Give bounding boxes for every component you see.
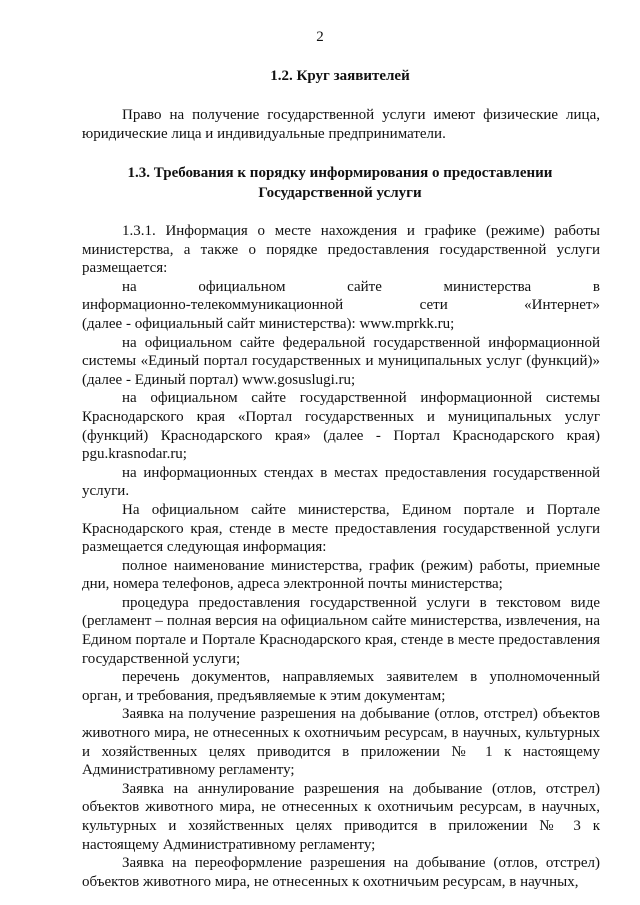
official-site-w2: официальном (198, 278, 286, 295)
appendix-1-paragraph: Заявка на получение разрешения на добывание (отлов, отстрел) объектов животного мира, не отнесенных к охотничьим ресурсам, в научных, культурных и хозяйственных целях приводится в приложении № 1 к настоящему Административному регламенту; (82, 706, 600, 779)
section-1-3-body (82, 222, 600, 891)
official-site-w5: в (592, 278, 600, 295)
page-number: 2 (316, 29, 324, 45)
official-site-l2a: информационно-телекоммуникационной (82, 297, 344, 314)
section-1-3-title (80, 163, 600, 203)
section-1-3-title-line2: Государственной услуги (258, 185, 422, 201)
official-site-w4: министерства (443, 278, 532, 295)
reissue-paragraph: Заявка на переоформление разрешения на добывание (отлов, отстрел) объектов животного мира, не отнесенных к охотничьим ресурсам, в научных, (82, 855, 600, 890)
stands-paragraph: на информационных стендах в местах предоставления государственной услуги. (82, 464, 600, 500)
info-intro-paragraph: 1.3.1. Информация о месте нахождения и графике (режиме) работы министерства, а также о порядке предоставления государственной услуги размещается: (82, 223, 600, 277)
official-site-l2b: сети (419, 297, 448, 314)
section-1-2-title: 1.2. Круг заявителей (270, 68, 410, 84)
info-name-paragraph: полное наименование министерства, график (режим) работы, приемные дни, номера телефонов, адреса электронной почты министерства; (82, 557, 600, 593)
regional-portal-paragraph: на официальном сайте государственной информационной системы Краснодарского края «Портал государственных и муниципальных услуг (функций) Краснодарского края» (далее - Портал Краснодарского края) pgu.krasnodar.ru; (82, 390, 600, 463)
appendix-3-paragraph: Заявка на аннулирование разрешения на добывание (отлов, отстрел) объектов животного мира, не отнесенных к охотничьим ресурсам, в научных, культурных и хозяйственных целях приводится в приложении № 3 к настоящему Административному регламенту; (82, 780, 600, 853)
federal-portal-paragraph: на официальном сайте федеральной государственной информационной системы «Единый портал государственных и муниципальных услуг (функций)» (далее - Единый портал) www.gosuslugi.ru; (82, 334, 600, 388)
applicants-paragraph: Право на получение государственной услуги имеют физические лица, юридические лица и индивидуальные предприниматели. (82, 107, 600, 142)
section-1-2-paragraph (82, 106, 600, 143)
section-1-3-title-line1: 1.3. Требования к порядку информирования о предоставлении (127, 165, 553, 181)
official-site-line3: (далее - официальный сайт министерства): www.mprkk.ru; (82, 315, 455, 332)
official-site-w3: сайте (347, 278, 382, 295)
official-site-line1 (82, 278, 600, 297)
placement-intro-paragraph: На официальном сайте министерства, Едином портале и Портале Краснодарского края, стенде в месте предоставления государственной услуги размещается следующая информация: (82, 501, 600, 556)
info-documents-paragraph: перечень документов, направляемых заявителем в уполномоченный орган, и требования, предъявляемые к этим документам; (82, 669, 600, 704)
official-site-line2 (82, 296, 600, 315)
official-site-w1: на (122, 278, 137, 295)
info-procedure-paragraph: процедура предоставления государственной услуги в текстовом виде (регламент – полная версия на официальном сайте министерства, извлечения, на Едином портале и Портале Краснодарского края, стенде в месте предоставления государственной услуги; (82, 594, 600, 667)
official-site-l2c: «Интернет» (524, 297, 600, 314)
